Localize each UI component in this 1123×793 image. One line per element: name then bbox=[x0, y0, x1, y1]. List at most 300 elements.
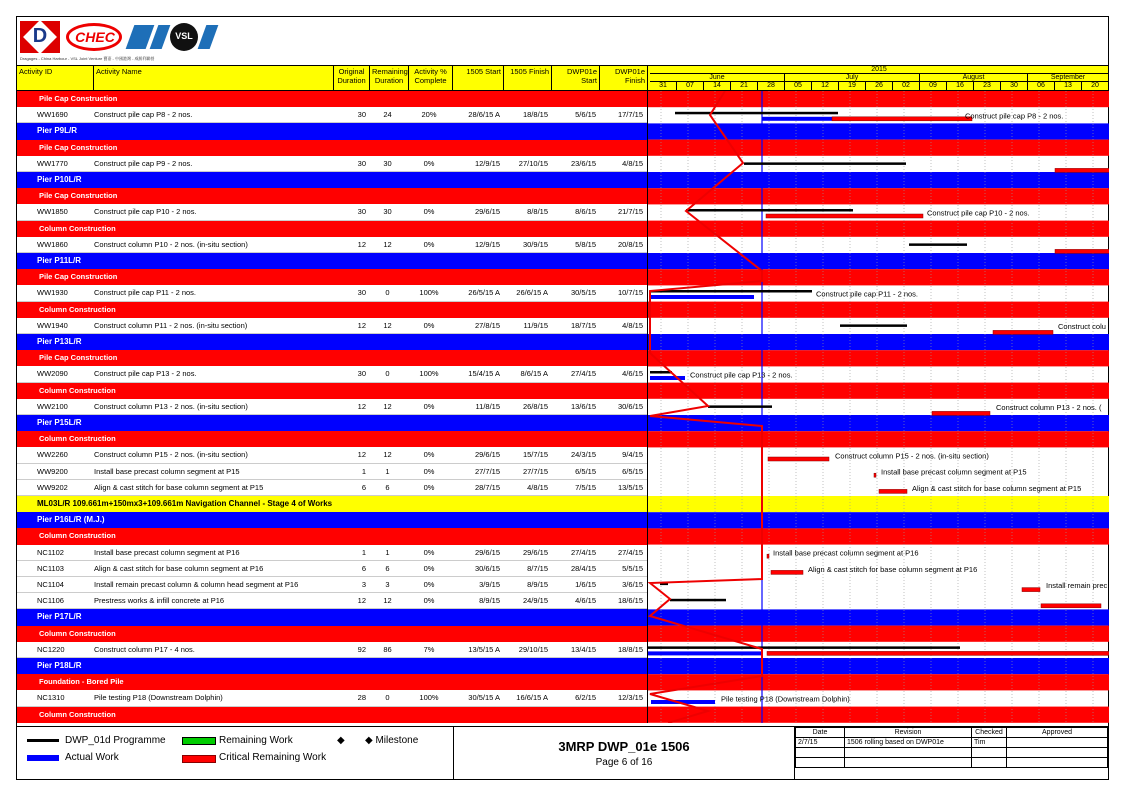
cell-rd: 24 bbox=[383, 110, 392, 120]
dragages-logo-text: D bbox=[32, 25, 48, 47]
critical-bar bbox=[1055, 168, 1109, 172]
wbs-pier-row[interactable] bbox=[17, 172, 647, 188]
cell-df: 5/5/15 bbox=[622, 563, 643, 573]
cell-df: 4/8/15 bbox=[622, 158, 643, 168]
legend-critical-swatch bbox=[182, 755, 216, 763]
cell-rd: 1 bbox=[385, 547, 390, 557]
cell-df: 6/5/15 bbox=[622, 466, 643, 476]
cell-s: 30/6/15 bbox=[474, 563, 500, 573]
wbs-label: Pile Cap Construction bbox=[39, 94, 118, 103]
wbs-group-row[interactable] bbox=[17, 431, 647, 447]
table-row[interactable] bbox=[17, 464, 647, 480]
timeline-week: 14 bbox=[704, 82, 731, 90]
cell-pct: 100% bbox=[419, 288, 439, 298]
cell-ds: 6/2/15 bbox=[575, 693, 596, 703]
chec-logo-text: CHEC bbox=[75, 29, 115, 45]
cell-pct: 0% bbox=[423, 320, 435, 330]
wbs-label: Pile Cap Construction bbox=[39, 142, 118, 152]
cell-name: Pile testing P18 (Downstream Dolphin) bbox=[94, 693, 223, 703]
programme-bar bbox=[670, 599, 726, 602]
gantt-band-blue bbox=[648, 658, 1109, 674]
wbs-pier-row[interactable] bbox=[17, 123, 647, 139]
cell-ds: 8/6/15 bbox=[575, 207, 596, 217]
legend-remaining-swatch bbox=[182, 737, 216, 745]
cell-ds: 7/5/15 bbox=[575, 482, 596, 492]
gantt-band-red bbox=[648, 383, 1109, 399]
programme-bar bbox=[675, 112, 838, 115]
wbs-label: Column Construction bbox=[39, 434, 116, 444]
timeline-week: 13 bbox=[1055, 82, 1082, 90]
cell-od: 30 bbox=[357, 288, 366, 298]
cell-df: 30/6/15 bbox=[617, 401, 643, 411]
cell-name: Construct column P13 - 2 nos. (in-situ section) bbox=[94, 401, 248, 411]
cell-name: Align & cast stitch for base column segment at P16 bbox=[94, 563, 264, 573]
cell-pct: 0% bbox=[423, 450, 435, 460]
gantt-bar-label: Construct pile cap P13 - 2 nos. bbox=[690, 370, 793, 380]
gantt-bar-label: Pile testing P18 (Downstream Dolphin) bbox=[721, 694, 850, 704]
cell-s: 26/5/15 A bbox=[468, 288, 500, 298]
cell-pct: 0% bbox=[423, 580, 435, 589]
wbs-pier-row[interactable] bbox=[17, 253, 647, 269]
table-row[interactable] bbox=[17, 593, 647, 609]
wbs-label: Column Construction bbox=[39, 628, 116, 638]
cell-df: 17/7/15 bbox=[617, 110, 643, 120]
timeline-week: 23 bbox=[974, 82, 1001, 90]
wbs-label: Pier P17L/R bbox=[37, 612, 82, 622]
cell-pct: 7% bbox=[423, 644, 435, 654]
wbs-label: Pier P15L/R bbox=[37, 418, 82, 427]
cell-pct: 0% bbox=[423, 466, 435, 476]
gantt-band-blue bbox=[648, 609, 1109, 625]
col-activity-id[interactable]: Activity ID bbox=[17, 66, 94, 90]
col-dwp-finish[interactable]: DWP01e Finish bbox=[600, 66, 648, 90]
cell-name: Construct pile cap P8 - 2 nos. bbox=[94, 110, 193, 120]
gantt-bar-label: Install remain prec bbox=[1046, 581, 1108, 591]
wbs-group-row[interactable] bbox=[17, 626, 647, 642]
critical-bar bbox=[1022, 588, 1040, 592]
timeline-month: August bbox=[920, 74, 1028, 82]
cell-ds: 4/6/15 bbox=[575, 596, 596, 606]
wbs-group-row[interactable] bbox=[17, 302, 647, 318]
cell-s: 3/9/15 bbox=[479, 580, 500, 589]
cell-pct: 100% bbox=[419, 369, 439, 379]
gantt-bar-label: Construct column P15 - 2 nos. (in-situ section) bbox=[835, 451, 989, 461]
cell-ds: 13/6/15 bbox=[570, 401, 596, 411]
rev-empty-cell bbox=[1007, 748, 1108, 758]
gantt-band-red bbox=[648, 269, 1109, 285]
rev-checked: Tim bbox=[972, 738, 1007, 748]
wbs-label: Pile Cap Construction bbox=[39, 191, 118, 201]
timeline-week: 30 bbox=[1001, 82, 1028, 90]
cell-od: 12 bbox=[357, 239, 366, 249]
cell-rd: 12 bbox=[383, 320, 392, 330]
rev-date: 2/7/15 bbox=[796, 738, 845, 748]
cell-s: 27/7/15 bbox=[474, 466, 500, 476]
cell-s: 13/5/15 A bbox=[468, 644, 500, 654]
legend-programme: DWP_01d Programme bbox=[65, 735, 166, 746]
cell-od: 30 bbox=[357, 207, 366, 217]
timeline-week: 28 bbox=[758, 82, 785, 90]
table-row[interactable] bbox=[17, 545, 647, 561]
logo-strapline: Dragages - China Harbour - VSL Joint Venture 寶嘉 - 中國港灣 - 威勝利聯營 bbox=[20, 56, 155, 61]
wbs-label: Pier P13L/R bbox=[37, 337, 82, 346]
wbs-group-row[interactable] bbox=[17, 140, 647, 156]
cell-od: 6 bbox=[361, 482, 366, 492]
cell-rd: 0 bbox=[385, 288, 390, 298]
cell-rd: 30 bbox=[383, 158, 392, 168]
table-row[interactable] bbox=[17, 447, 647, 463]
col-rem-duration[interactable]: Remaining Duration bbox=[370, 66, 409, 90]
table-row[interactable] bbox=[17, 107, 647, 123]
rev-empty-cell bbox=[1007, 758, 1108, 768]
cell-f: 27/7/15 bbox=[522, 466, 548, 476]
cell-id: WW2260 bbox=[37, 450, 68, 460]
table-row[interactable] bbox=[17, 642, 647, 658]
wbs-pier-row[interactable] bbox=[17, 334, 647, 350]
timeline-month: September bbox=[1028, 74, 1109, 82]
programme-bar bbox=[648, 646, 960, 649]
rev-empty-cell bbox=[972, 748, 1007, 758]
cell-f: 8/6/15 A bbox=[520, 369, 548, 379]
cell-df: 4/6/15 bbox=[622, 369, 643, 379]
cell-name: Construct pile cap P11 - 2 nos. bbox=[94, 288, 196, 298]
table-header bbox=[17, 65, 1108, 91]
page-number: Page 6 of 16 bbox=[595, 757, 653, 768]
cell-id: WW1850 bbox=[37, 207, 68, 217]
gantt-band-blue bbox=[648, 415, 1109, 431]
programme-bar bbox=[840, 324, 907, 327]
cell-s: 28/7/15 bbox=[474, 482, 500, 492]
cell-name: Construct column P15 - 2 nos. (in-situ section) bbox=[94, 450, 248, 460]
gantt-bar-label: Align & cast stitch for base column segment at P15 bbox=[912, 483, 1082, 493]
wbs-label: Pier P16L/R (M.J.) bbox=[37, 515, 105, 525]
cell-od: 12 bbox=[357, 320, 366, 330]
cell-df: 12/3/15 bbox=[617, 693, 643, 703]
wbs-stage-row[interactable] bbox=[17, 496, 647, 512]
revision-table bbox=[795, 727, 1108, 780]
timeline-week: 31 bbox=[650, 82, 677, 90]
wbs-group-row[interactable] bbox=[17, 674, 647, 690]
wbs-label: Column Construction bbox=[39, 304, 116, 314]
cell-pct: 0% bbox=[423, 547, 435, 557]
col-activity-name[interactable]: Activity Name bbox=[94, 66, 334, 90]
cell-df: 4/8/15 bbox=[622, 320, 643, 330]
cell-rd: 6 bbox=[385, 482, 390, 492]
cell-f: 30/9/15 bbox=[522, 239, 548, 249]
critical-bar bbox=[932, 411, 990, 415]
critical-bar bbox=[768, 457, 829, 461]
cell-od: 30 bbox=[357, 110, 366, 120]
timeline-week: 19 bbox=[839, 82, 866, 90]
cell-od: 30 bbox=[357, 158, 366, 168]
cell-rd: 0 bbox=[385, 369, 390, 379]
timeline-week: 09 bbox=[920, 82, 947, 90]
timeline-year: 2015 bbox=[650, 66, 1108, 74]
wbs-group-row[interactable] bbox=[17, 269, 647, 285]
gantt-band-red bbox=[648, 707, 1109, 723]
cell-pct: 0% bbox=[423, 563, 435, 573]
cell-df: 18/6/15 bbox=[617, 596, 643, 606]
wbs-label: Pile Cap Construction bbox=[39, 272, 118, 282]
programme-bar bbox=[708, 405, 772, 408]
cell-f: 26/8/15 bbox=[522, 401, 548, 411]
dragages-logo bbox=[20, 21, 60, 53]
cell-s: 11/8/15 bbox=[475, 401, 500, 411]
timeline-week: 26 bbox=[866, 82, 893, 90]
cell-pct: 0% bbox=[423, 158, 435, 168]
critical-bar bbox=[767, 554, 769, 558]
cell-rd: 6 bbox=[385, 563, 390, 573]
wbs-label: Pier P9L/R bbox=[37, 126, 78, 136]
cell-s: 8/9/15 bbox=[479, 596, 500, 606]
cell-df: 20/8/15 bbox=[617, 239, 643, 249]
gantt-bar-label: Construct pile cap P8 - 2 nos. bbox=[965, 111, 1064, 121]
wbs-label: Column Construction bbox=[39, 531, 116, 541]
cell-id: WW1860 bbox=[37, 239, 68, 249]
cell-id: WW1930 bbox=[37, 288, 68, 298]
table-row[interactable] bbox=[17, 399, 647, 415]
cell-od: 1 bbox=[361, 466, 366, 476]
cell-id: NC1220 bbox=[37, 644, 65, 654]
gantt-band-blue bbox=[648, 334, 1109, 350]
cell-ds: 5/8/15 bbox=[575, 239, 596, 249]
table-row[interactable] bbox=[17, 561, 647, 577]
cell-id: WW9200 bbox=[37, 466, 68, 476]
actual-bar bbox=[650, 295, 754, 299]
cell-id: NC1106 bbox=[37, 596, 64, 606]
cell-s: 27/8/15 bbox=[474, 320, 500, 330]
cell-rd: 12 bbox=[383, 239, 392, 249]
timeline-month: June bbox=[650, 74, 785, 82]
cell-df: 27/4/15 bbox=[617, 547, 643, 557]
wbs-label: Column Construction bbox=[39, 385, 116, 395]
timeline-month: July bbox=[785, 74, 920, 82]
cell-id: NC1310 bbox=[37, 693, 65, 703]
cell-s: 28/6/15 A bbox=[468, 110, 500, 120]
critical-bar bbox=[879, 489, 907, 493]
rev-header-date: Date bbox=[796, 728, 845, 738]
cell-f: 8/9/15 bbox=[527, 580, 548, 589]
cell-pct: 0% bbox=[423, 401, 435, 411]
wbs-label: ML03L/R 109.661m+150mx3+109.661m Navigation Channel - Stage 4 of Works bbox=[37, 499, 333, 508]
gantt-bar-label: Construct column P13 - 2 nos. ( bbox=[996, 402, 1102, 412]
cell-ds: 18/7/15 bbox=[570, 320, 596, 330]
gantt-band-red bbox=[648, 528, 1109, 544]
cell-rd: 30 bbox=[383, 207, 392, 217]
table-row[interactable] bbox=[17, 690, 647, 706]
cell-od: 6 bbox=[361, 563, 366, 573]
table-row[interactable] bbox=[17, 480, 647, 496]
wbs-group-row[interactable] bbox=[17, 188, 647, 204]
vsl-logo bbox=[130, 21, 216, 53]
gantt-band-red bbox=[648, 140, 1109, 156]
cell-pct: 20% bbox=[421, 110, 437, 120]
legend-critical: Critical Remaining Work bbox=[219, 752, 327, 763]
table-row[interactable] bbox=[17, 318, 647, 334]
rev-empty-cell bbox=[972, 758, 1007, 768]
actual-bar bbox=[762, 117, 832, 121]
wbs-label: Pier P11L/R bbox=[37, 256, 82, 265]
cell-rd: 3 bbox=[385, 580, 390, 589]
cell-f: 16/6/15 A bbox=[516, 693, 548, 703]
cell-df: 9/4/15 bbox=[622, 450, 643, 460]
cell-s: 30/5/15 A bbox=[468, 693, 500, 703]
critical-bar bbox=[766, 214, 923, 218]
cell-f: 26/6/15 A bbox=[516, 288, 548, 298]
critical-bar bbox=[874, 473, 876, 477]
chec-logo bbox=[66, 21, 124, 53]
cell-name: Construct column P11 - 2 nos. (in-situ section) bbox=[94, 320, 248, 330]
wbs-pier-row[interactable] bbox=[17, 512, 647, 528]
cell-name: Construct pile cap P9 - 2 nos. bbox=[94, 158, 193, 168]
timeline-week: 16 bbox=[947, 82, 974, 90]
cell-f: 15/7/15 bbox=[522, 450, 548, 460]
cell-id: NC1103 bbox=[37, 563, 64, 573]
cell-rd: 0 bbox=[385, 693, 390, 703]
gantt-bar-label: Install base precast column segment at P15 bbox=[881, 467, 1027, 477]
gantt-svg bbox=[648, 91, 1109, 723]
wbs-label: Pile Cap Construction bbox=[39, 353, 118, 363]
cell-ds: 6/5/15 bbox=[575, 466, 596, 476]
cell-s: 12/9/15 bbox=[474, 158, 500, 168]
cell-s: 29/6/15 bbox=[474, 547, 500, 557]
footer bbox=[17, 726, 1108, 780]
table-row[interactable] bbox=[17, 204, 647, 220]
cell-od: 92 bbox=[357, 644, 366, 654]
wbs-label: Foundation - Bored Pile bbox=[39, 677, 124, 687]
table-row[interactable] bbox=[17, 156, 647, 172]
rev-empty-cell bbox=[796, 748, 845, 758]
cell-name: Install base precast column segment at P16 bbox=[94, 547, 240, 557]
legend-programme-swatch bbox=[27, 739, 59, 742]
table-row[interactable] bbox=[17, 366, 647, 382]
wbs-group-row[interactable] bbox=[17, 528, 647, 544]
cell-f: 29/6/15 bbox=[522, 547, 548, 557]
cell-df: 10/7/15 bbox=[617, 288, 643, 298]
gantt-band-red bbox=[648, 626, 1109, 642]
critical-bar bbox=[767, 651, 1109, 655]
rev-approved bbox=[1007, 738, 1108, 748]
programme-bar bbox=[909, 243, 967, 246]
critical-bar bbox=[1041, 604, 1101, 608]
cell-s: 15/4/15 A bbox=[468, 369, 500, 379]
cell-df: 13/5/15 bbox=[617, 482, 643, 492]
cell-id: WW1690 bbox=[37, 110, 68, 120]
cell-df: 18/8/15 bbox=[617, 644, 643, 654]
timeline-week: 20 bbox=[1082, 82, 1109, 90]
cell-ds: 28/4/15 bbox=[570, 563, 596, 573]
wbs-pier-row[interactable] bbox=[17, 658, 647, 674]
programme-bar bbox=[686, 209, 853, 212]
cell-od: 30 bbox=[357, 369, 366, 379]
cell-id: WW9202 bbox=[37, 482, 68, 492]
col-1505-start[interactable]: 1505 Start bbox=[453, 66, 504, 90]
gantt-band-blue bbox=[648, 253, 1109, 269]
cell-ds: 13/4/15 bbox=[570, 644, 596, 654]
cell-id: NC1102 bbox=[37, 547, 64, 557]
wbs-group-row[interactable] bbox=[17, 221, 647, 237]
cell-od: 12 bbox=[357, 401, 366, 411]
cell-id: WW2090 bbox=[37, 369, 68, 379]
cell-ds: 27/4/15 bbox=[570, 547, 596, 557]
timeline-week: 02 bbox=[893, 82, 920, 90]
programme-bar bbox=[744, 162, 906, 165]
cell-pct: 0% bbox=[423, 482, 435, 492]
rev-description: 1506 rolling based on DWP01e bbox=[845, 738, 972, 748]
cell-f: 8/7/15 bbox=[527, 563, 548, 573]
table-row[interactable] bbox=[17, 285, 647, 301]
critical-bar bbox=[1055, 249, 1109, 253]
cell-name: Construct column P17 - 4 nos. bbox=[94, 644, 195, 654]
actual-bar bbox=[648, 651, 761, 655]
timeline-week: 12 bbox=[812, 82, 839, 90]
cell-od: 28 bbox=[357, 693, 366, 703]
cell-ds: 23/6/15 bbox=[570, 158, 596, 168]
cell-rd: 12 bbox=[383, 401, 392, 411]
gantt-bar-label: Install base precast column segment at P16 bbox=[773, 548, 919, 558]
table-row[interactable] bbox=[17, 237, 647, 253]
cell-id: NC1104 bbox=[37, 580, 64, 589]
wbs-group-row[interactable] bbox=[17, 707, 647, 723]
gantt-bar-label: Align & cast stitch for base column segment at P16 bbox=[808, 564, 978, 574]
cell-ds: 27/4/15 bbox=[570, 369, 596, 379]
wbs-pier-row[interactable] bbox=[17, 609, 647, 625]
cell-s: 12/9/15 bbox=[474, 239, 500, 249]
timeline-week: 21 bbox=[731, 82, 758, 90]
wbs-label: Column Construction bbox=[39, 223, 116, 233]
wbs-group-row[interactable] bbox=[17, 383, 647, 399]
cell-f: 11/9/15 bbox=[523, 320, 548, 330]
timeline-week: 05 bbox=[785, 82, 812, 90]
cell-rd: 1 bbox=[385, 466, 390, 476]
cell-ds: 24/3/15 bbox=[570, 450, 596, 460]
cell-df: 21/7/15 bbox=[617, 207, 643, 217]
legend-actual: Actual Work bbox=[65, 752, 119, 763]
gantt-band-blue bbox=[648, 512, 1109, 528]
cell-rd: 86 bbox=[383, 644, 392, 654]
cell-ds: 30/5/15 bbox=[570, 288, 596, 298]
cell-ds: 5/6/15 bbox=[575, 110, 596, 120]
gantt-band-red bbox=[648, 350, 1109, 366]
cell-ds: 1/6/15 bbox=[575, 580, 596, 589]
cell-f: 29/10/15 bbox=[518, 644, 548, 654]
col-activity-pct[interactable]: Activity % Complete bbox=[409, 66, 453, 90]
table-row[interactable] bbox=[17, 577, 647, 593]
gantt-chart bbox=[647, 91, 1109, 723]
col-orig-duration[interactable]: Original Duration bbox=[334, 66, 370, 90]
cell-od: 3 bbox=[361, 580, 366, 589]
vsl-logo-text: VSL bbox=[175, 31, 193, 41]
critical-bar bbox=[993, 330, 1053, 334]
legend-remaining: Remaining Work bbox=[219, 735, 293, 746]
wbs-pier-row[interactable] bbox=[17, 415, 647, 431]
cell-name: Construct pile cap P13 - 2 nos. bbox=[94, 369, 197, 379]
cell-od: 12 bbox=[357, 450, 366, 460]
col-dwp-start[interactable]: DWP01e Start bbox=[552, 66, 600, 90]
gantt-bar-label: Construct colu bbox=[1058, 321, 1106, 331]
wbs-label: Pier P18L/R bbox=[37, 661, 82, 670]
cell-name: Construct column P10 - 2 nos. (in-situ section) bbox=[94, 239, 248, 249]
col-1505-finish[interactable]: 1505 Finish bbox=[504, 66, 552, 90]
rev-empty-cell bbox=[845, 748, 972, 758]
gantt-band-red bbox=[648, 188, 1109, 204]
wbs-group-row[interactable] bbox=[17, 91, 647, 107]
cell-f: 4/8/15 bbox=[527, 482, 548, 492]
rev-empty-cell bbox=[845, 758, 972, 768]
wbs-group-row[interactable] bbox=[17, 350, 647, 366]
cell-f: 8/8/15 bbox=[527, 207, 548, 217]
cell-name: Install base precast column segment at P15 bbox=[94, 466, 240, 476]
